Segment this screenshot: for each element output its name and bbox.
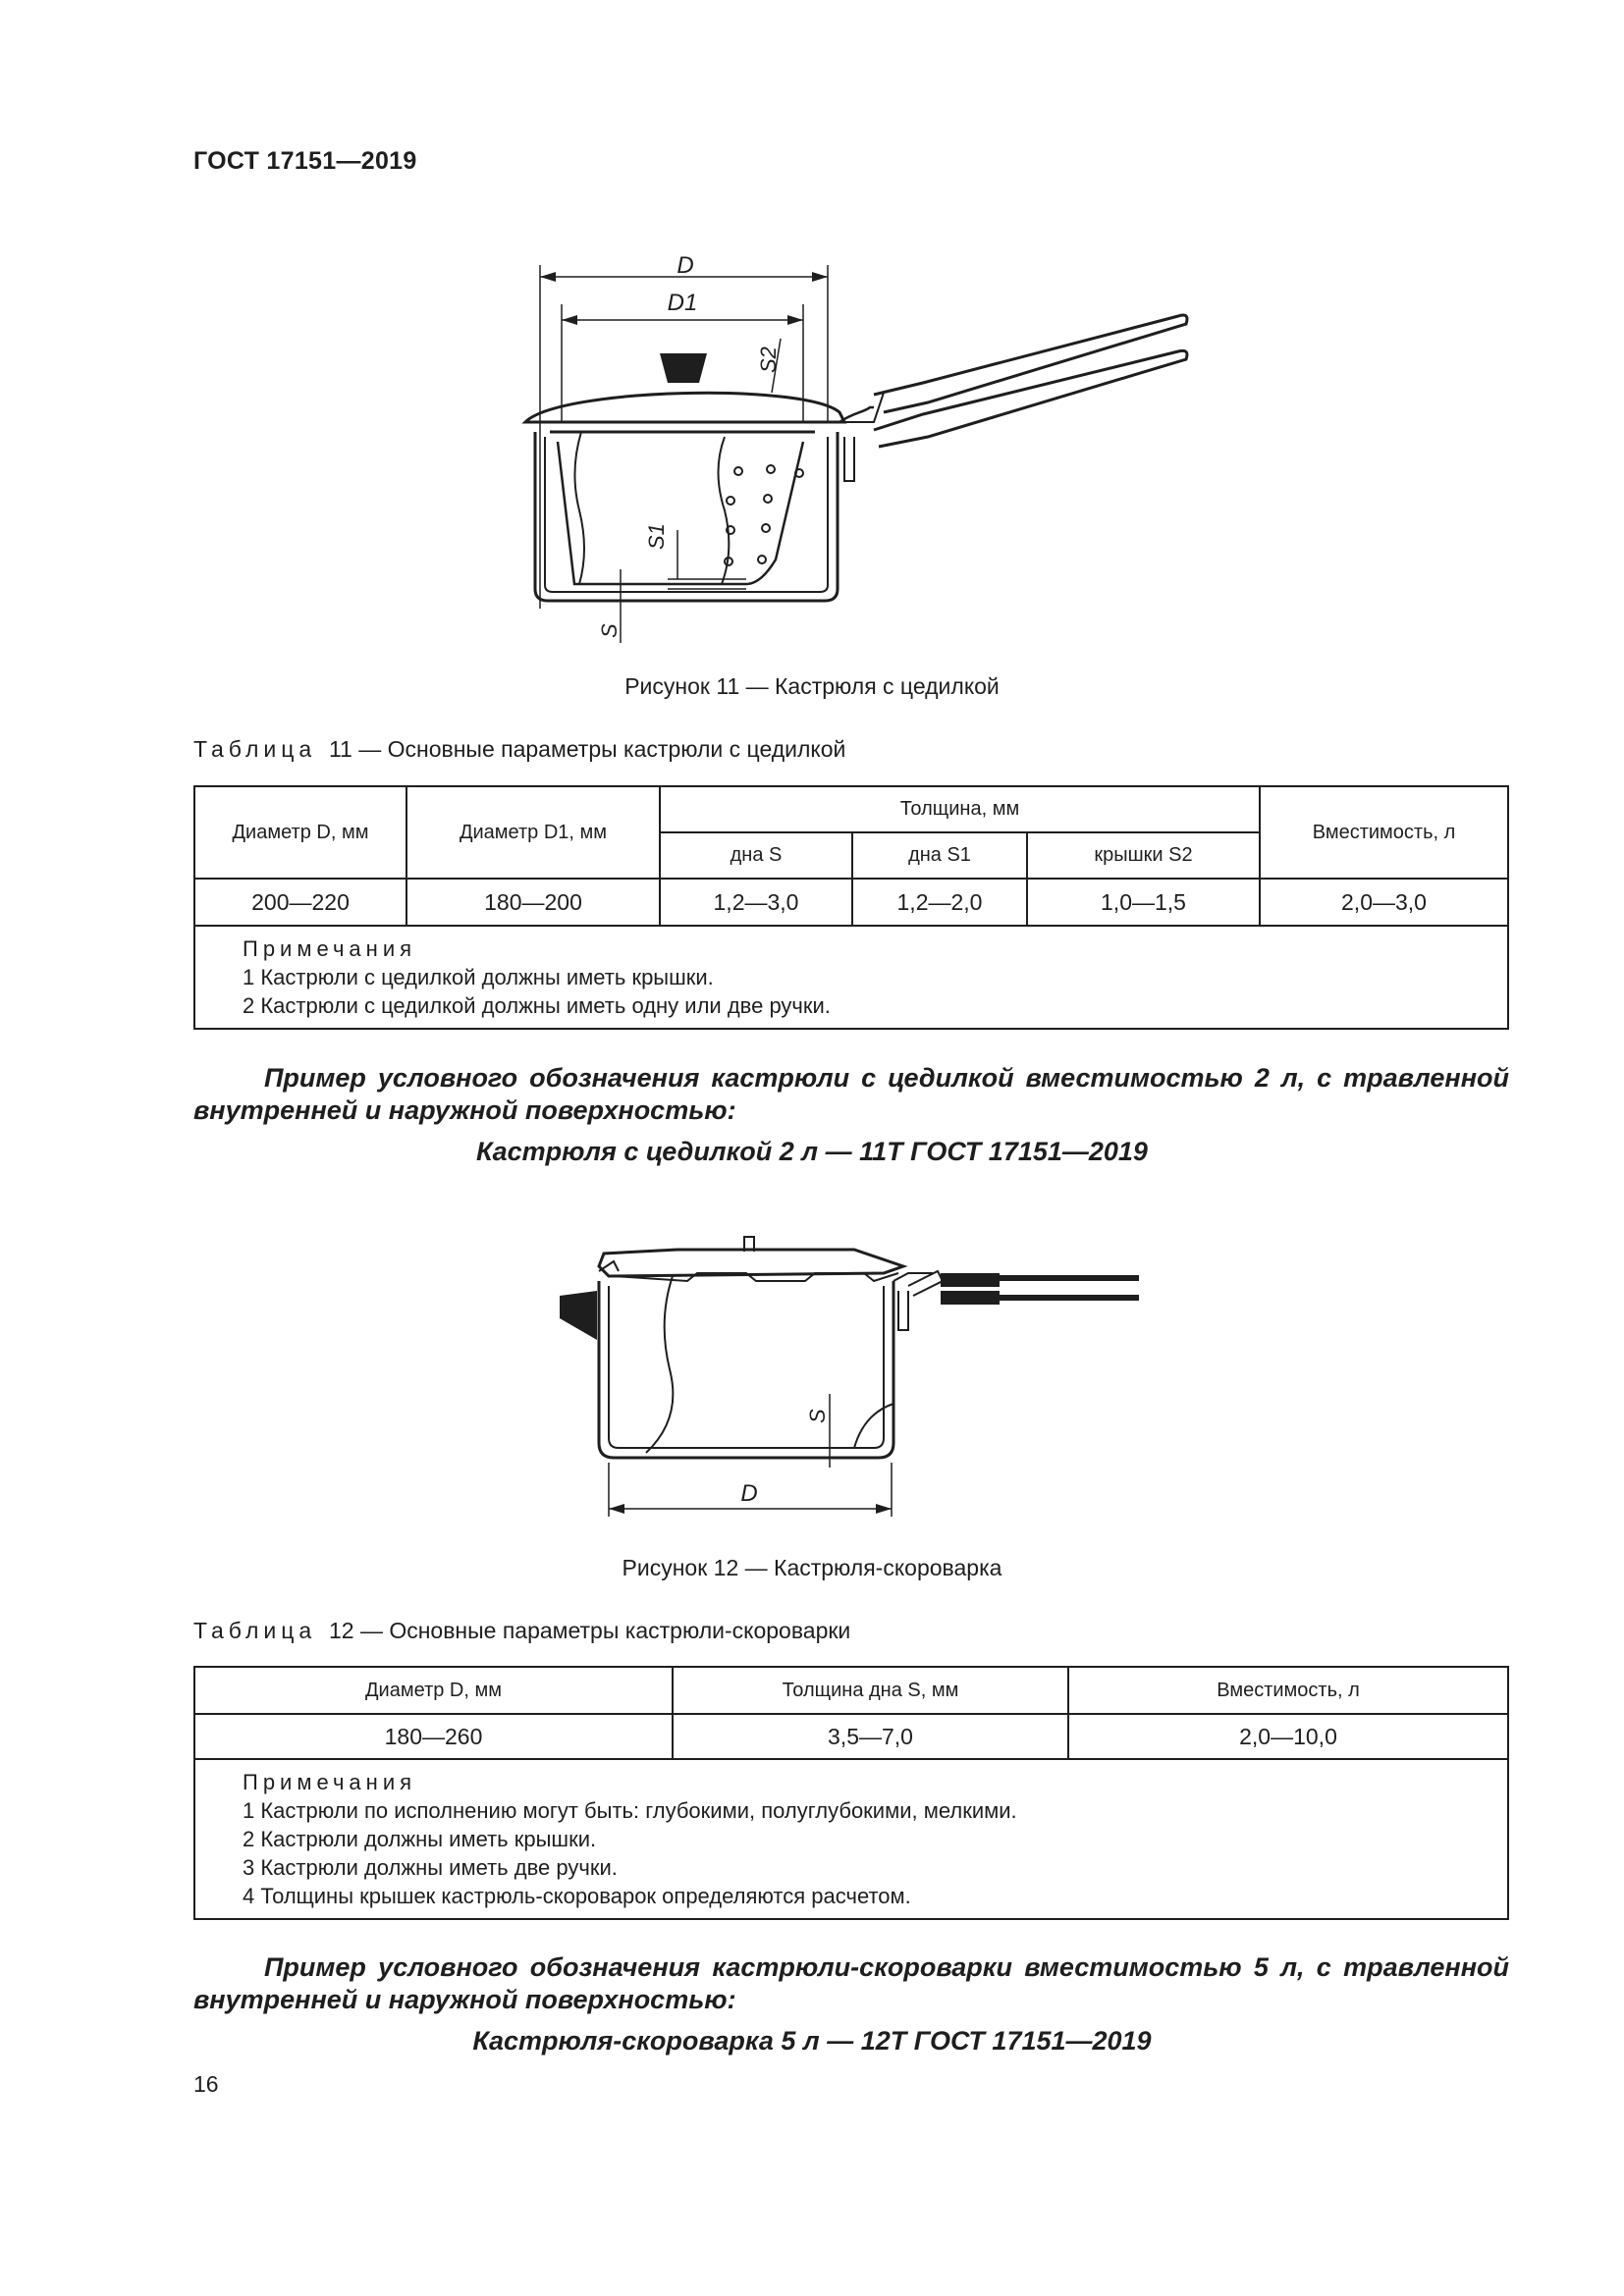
table11-note: 2 Кастрюли с цедилкой должны иметь одну или две ручки. <box>243 993 831 1018</box>
example-11-text: Пример условного обозначения кастрюли с цедилкой вместимостью 2 л, с травленной внутренней и наружной поверхностью: <box>193 1063 1509 1125</box>
table11-cell-capacity: 2,0—3,0 <box>1260 879 1508 926</box>
table12-note: 3 Кастрюли должны иметь две ручки. <box>243 1855 618 1880</box>
example-11-designation: Кастрюля с цедилкой 2 л — 11Т ГОСТ 17151—2019 <box>476 1137 1148 1166</box>
table11-header-thickness: Толщина, мм <box>660 786 1260 832</box>
table11-header-capacity: Вместимость, л <box>1260 786 1508 879</box>
figure11-label-s1: S1 <box>644 523 669 550</box>
table-11 <box>193 785 1509 1030</box>
figure11-label-s2: S2 <box>756 347 781 373</box>
table11-notes <box>194 926 1508 1029</box>
table12-cell-capacity: 2,0—10,0 <box>1068 1714 1508 1759</box>
document-code: ГОСТ 17151—2019 <box>193 147 417 175</box>
figure12-label-d: D <box>740 1480 758 1507</box>
table11-header-bottom-s: дна S <box>660 832 852 879</box>
table-11-title-rest: 11 — Основные параметры кастрюли с цедилкой <box>328 736 846 762</box>
table12-note: 2 Кастрюли должны иметь крышки. <box>243 1827 597 1851</box>
table12-note: 1 Кастрюли по исполнению могут быть: глубокими, полуглубокими, мелкими. <box>243 1798 1017 1823</box>
figure-12-drawing <box>0 1222 1624 1546</box>
table-12-title <box>193 1618 850 1644</box>
table11-notes-title: Примечания <box>243 936 417 961</box>
table12-notes-title: Примечания <box>243 1770 417 1794</box>
figure11-label-d1: D1 <box>667 290 698 316</box>
table12-note: 4 Толщины крышек кастрюль-скороварок определяются расчетом. <box>243 1884 911 1908</box>
figure12-label-s: S <box>805 1409 830 1423</box>
figure-11-caption: Рисунок 11 — Кастрюля с цедилкой <box>624 673 1000 699</box>
table-11-title-word: Таблица <box>193 736 317 762</box>
table12-header-diameter-d: Диаметр D, мм <box>194 1667 673 1714</box>
figure11-label-s: S <box>597 623 622 638</box>
table11-cell-bottom-s1: 1,2—2,0 <box>852 879 1027 926</box>
table12-cell-diameter-d: 180—260 <box>194 1714 673 1759</box>
table11-cell-diameter-d: 200—220 <box>194 879 406 926</box>
table11-header-lid-s2: крышки S2 <box>1027 832 1260 879</box>
table11-cell-diameter-d1: 180—200 <box>406 879 660 926</box>
table11-header-bottom-s1: дна S1 <box>852 832 1027 879</box>
table11-cell-lid-s2: 1,0—1,5 <box>1027 879 1260 926</box>
figure11-label-d: D <box>677 255 694 279</box>
figure-11-drawing <box>0 255 1624 648</box>
table11-header-diameter-d1: Диаметр D1, мм <box>406 786 660 879</box>
table-12-title-word: Таблица <box>193 1618 317 1643</box>
example-12-text: Пример условного обозначения кастрюли-скороварки вместимостью 5 л, с травленной внутренней и наружной поверхностью: <box>193 1952 1509 2014</box>
page-number: 16 <box>193 2071 219 2097</box>
table-12-title-rest: 12 — Основные параметры кастрюли-скороварки <box>328 1618 851 1643</box>
table11-cell-bottom-s: 1,2—3,0 <box>660 879 852 926</box>
table-11-title <box>193 736 845 763</box>
table12-header-capacity: Вместимость, л <box>1068 1667 1508 1714</box>
table-12 <box>193 1666 1509 1920</box>
example-12-designation: Кастрюля-скороварка 5 л — 12Т ГОСТ 17151—2019 <box>472 2026 1152 2056</box>
table11-note: 1 Кастрюли с цедилкой должны иметь крышки. <box>243 965 714 989</box>
table12-cell-bottom-s: 3,5—7,0 <box>673 1714 1068 1759</box>
figure-12-caption: Рисунок 12 — Кастрюля-скороварка <box>622 1555 1002 1580</box>
table12-notes <box>194 1759 1508 1919</box>
table11-header-diameter-d: Диаметр D, мм <box>194 786 406 879</box>
table12-header-bottom-s: Толщина дна S, мм <box>673 1667 1068 1714</box>
